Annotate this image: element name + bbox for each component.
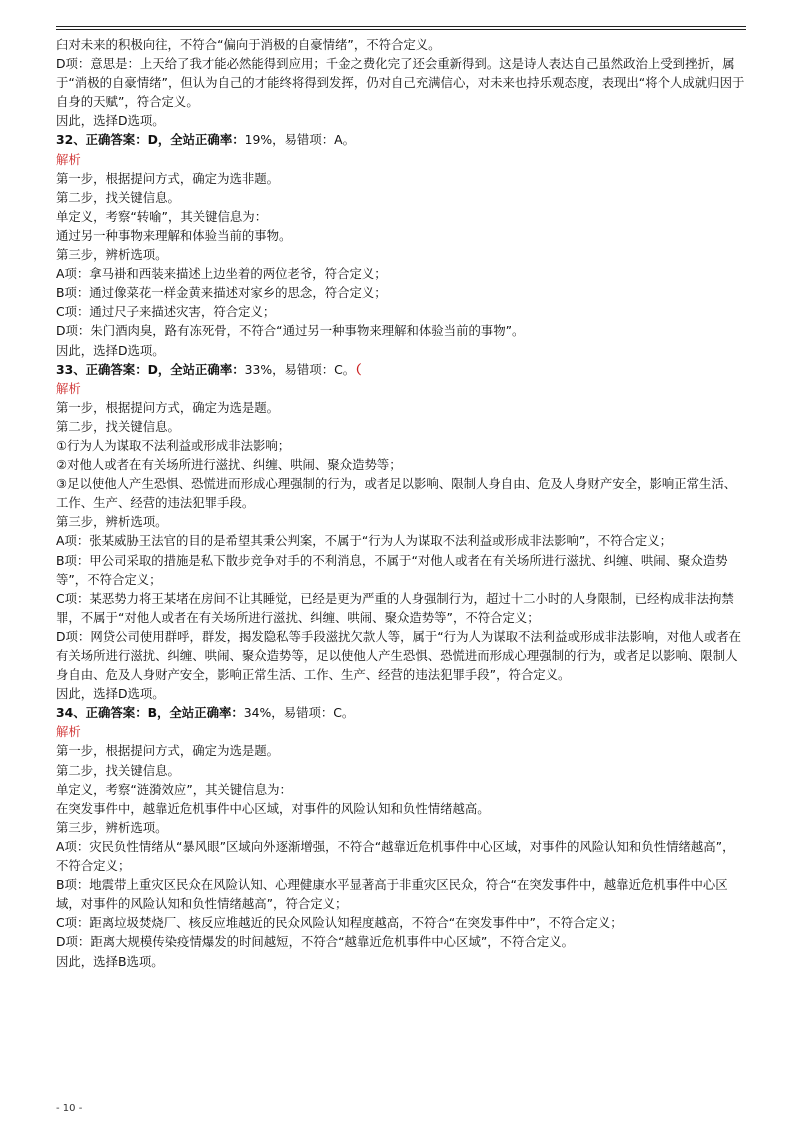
- answer-label: 34、正确答案：B，全站正确率：: [56, 705, 244, 721]
- paragraph: ①行为人为谋取不法利益或形成非法影响；: [56, 437, 291, 453]
- paragraph: B项：地震带上重灾区民众在风险认知、心理健康水平显著高于非重灾区民众，符合“在突发事件中，越靠近危机事件中心区域，对事件的风险认知和负性情绪越高”，符合定义；: [56, 877, 728, 912]
- paragraph: C项：某恶势力将王某堵在房间不让其睡觉，已经是更为严重的人身强制行为，超过十二小时的人身限制，已经构成非法拘禁罪，不属于“对他人或者在有关场所进行滋扰、纠缠、哄闹、聚众造势等”，不符合定义；: [56, 590, 734, 625]
- paragraph: 第三步，辨析选项。: [56, 819, 168, 835]
- paragraph: 因此，选择D选项。: [56, 686, 165, 702]
- paragraph: ②对他人或者在有关场所进行滋扰、纠缠、哄闹、聚众造势等；: [56, 457, 402, 473]
- header-rule-thick: [56, 29, 746, 30]
- paragraph: 第一步，根据提问方式，确定为选非题。: [56, 170, 280, 186]
- paragraph: 第一步，根据提问方式，确定为选是题。: [56, 399, 280, 415]
- paragraph: D项：网贷公司使用群呼，群发，揭发隐私等手段滋扰欠款人等，属于“行为人为谋取不法利益或形成非法影响，对他人或者在有关场所进行滋扰、纠缠、哄闹、聚众造势等，足以使他人产生恐惧、恐慌进而形成心理强制的行为，或者足以影响、限制人身自由、危及人身财产安全，影响正常生活、工作、生产、经营的违法犯罪手段”，符合定义。: [56, 628, 742, 683]
- analysis-heading: 解析: [56, 380, 81, 396]
- paragraph: 第二步，找关键信息。: [56, 418, 180, 434]
- page-number: - 10 -: [56, 1103, 83, 1114]
- paragraph: 因此，选择D选项。: [56, 113, 165, 129]
- answer-label: 33、正确答案：D，全站正确率：: [56, 361, 245, 377]
- document-body: [56, 35, 746, 971]
- analysis-heading: 解析: [56, 724, 81, 740]
- paragraph: 第一步，根据提问方式，确定为选是题。: [56, 743, 280, 759]
- paragraph: B项：通过像菜花一样金黄来描述对家乡的思念，符合定义；: [56, 285, 387, 301]
- paragraph: C项：距离垃圾焚烧厂、核反应堆越近的民众风险认知程度越高，不符合“在突发事件中”，不符合定义；: [56, 915, 623, 931]
- paragraph: 第三步，辨析选项。: [56, 247, 168, 263]
- paragraph: 因此，选择D选项。: [56, 342, 165, 358]
- answer-stats: 34%，易错项：C。: [243, 705, 355, 721]
- paragraph: 单定义，考察“转喻”，其关键信息为：: [56, 208, 268, 224]
- paragraph: 通过另一种事物来理解和体验当前的事物。: [56, 227, 292, 243]
- red-bracket-mark: （: [355, 361, 362, 377]
- paragraph: 第二步，找关键信息。: [56, 762, 180, 778]
- paragraph: 臼对未来的积极向往，不符合“偏向于消极的自豪情绪”，不符合定义。: [56, 37, 441, 52]
- paragraph: 第三步，辨析选项。: [56, 514, 168, 530]
- header-rule-thin: [56, 26, 746, 27]
- paragraph: 在突发事件中，越靠近危机事件中心区域，对事件的风险认知和负性情绪越高。: [56, 800, 490, 816]
- paragraph: D项：距离大规模传染疫情爆发的时间越短，不符合“越靠近危机事件中心区域”，不符合定义。: [56, 934, 575, 950]
- answer-line: [56, 703, 746, 722]
- answer-line: [56, 130, 746, 149]
- paragraph: 单定义，考察“涟漪效应”，其关键信息为：: [56, 781, 292, 797]
- answer-stats: 33%，易错项：C。: [244, 361, 356, 377]
- paragraph: D项：朱门酒肉臭，路有冻死骨，不符合“通过另一种事物来理解和体验当前的事物”。: [56, 323, 525, 339]
- paragraph: A项：拿马褂和西装来描述上边坐着的两位老爷，符合定义；: [56, 266, 387, 282]
- paragraph: 因此，选择B选项。: [56, 953, 164, 969]
- paragraph: D项：意思是：上天给了我才能必然能得到应用；千金之费化完了还会重新得到。这是诗人表达自己虽然政治上受到挫折，属于“消极的自豪情绪”，但认为自己的才能终将得到发挥，仍对自己充满信心，对未来也持乐观态度，表现出“将个人成就归因于自身的天赋”，符合定义。: [56, 56, 745, 110]
- analysis-heading: 解析: [56, 151, 81, 167]
- answer-label: 32、正确答案：D，全站正确率：: [56, 132, 245, 148]
- paragraph: ③足以使他人产生恐惧、恐慌进而形成心理强制的行为，或者足以影响、限制人身自由、危及人身财产安全，影响正常生活、工作、生产、经营的违法犯罪手段。: [56, 476, 737, 511]
- answer-stats: 19%，易错项：A。: [244, 132, 355, 148]
- paragraph: B项：甲公司采取的措施是私下散步竞争对手的不利消息，不属于“对他人或者在有关场所进行滋扰、纠缠、哄闹、聚众造势等”，不符合定义；: [56, 552, 728, 587]
- paragraph: A项：灾民负性情绪从“暴风眼”区域向外逐渐增强，不符合“越靠近危机事件中心区域，对事件的风险认知和负性情绪越高”，不符合定义；: [56, 838, 735, 874]
- paragraph: A项：张某威胁王法官的目的是希望其秉公判案，不属于“行为人为谋取不法利益或形成非法影响”，不符合定义；: [56, 533, 673, 549]
- paragraph: C项：通过尺子来描述灾害，符合定义；: [56, 304, 276, 320]
- answer-line: [56, 360, 746, 379]
- paragraph: 第二步，找关键信息。: [56, 189, 180, 205]
